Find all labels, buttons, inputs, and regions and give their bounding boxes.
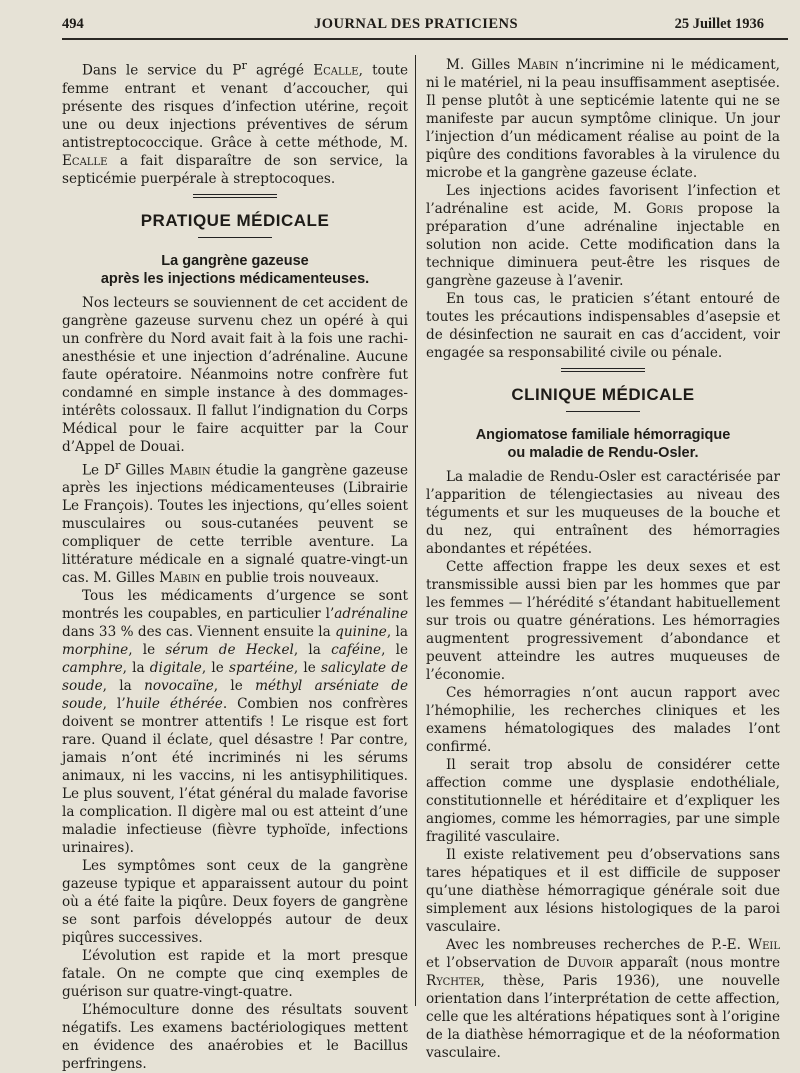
page-header: [62, 14, 770, 36]
column-divider: [415, 55, 416, 1006]
paragraph: L’hémoculture donne des résultats souvent négatifs. Les examens bactériologiques mettent en évidence des anaérobies et le Bacillus perfringens.: [62, 1002, 408, 1073]
issue-date: 25 Juillet 1936: [674, 16, 764, 32]
paragraph: M. Gilles Mabin n’incrimine ni le médicament, ni le matériel, ni la peau insuffisamment aseptisée. Il pense plutôt à une septicémie latente qui ne se manifeste par aucun symptôme clinique. Un jour l’injection d’un médicament réalise au point de la piqûre des conditions favorables à la virulence du microbe et la gangrène gazeuse éclate.: [426, 57, 780, 181]
paragraph: La maladie de Rendu-Osler est caractérisée par l’apparition de télengiectasies au niveau des téguments et sur les muqueuses de la bouche et du nez, qui entraînent des hémorragies abondantes et répétées.: [426, 469, 780, 557]
article-title-gangrene: La gangrène gazeuse après les injections médicamenteuses.: [100, 252, 370, 287]
section-title-clinique: CLINIQUE MÉDICALE: [511, 385, 695, 404]
section-separator: [193, 194, 277, 198]
page-number: 494: [62, 16, 84, 32]
section-separator: [561, 368, 645, 372]
paragraph: L’évolution est rapide et la mort presque fatale. On ne compte que cinq exemples de guérison sur quatre-vingt-quatre.: [62, 948, 408, 1001]
section-title-pratique: PRATIQUE MÉDICALE: [140, 210, 330, 230]
paragraph: Le $D^r$ Gilles Mabin étudie la gangrène gazeuse après les injections médicamenteuses (Librairie Le François). Toutes les injections, qu’elles soient musculaires ou sous-cutanées peuvent se compliquer de cette terrible aventure. La littérature médicale en a signalé quatre-vingt-un cas. M. Gilles Mabin en publie trois nouveaux.: [62, 457, 408, 587]
paragraph: Ces hémorragies n’ont aucun rapport avec l’hémophilie, les recherches cliniques et les examens hématologiques des malades l’ont confirmé.: [426, 685, 780, 755]
journal-title: JOURNAL DES PRATICIENS: [313, 16, 519, 32]
left-column: [62, 56, 408, 1073]
paragraph: Tous les médicaments d’urgence se sont montrés les coupables, en particulier l’adrénaline dans 33 % des cas. Viennent ensuite la quinine, la morphine, le sérum de Heckel, la caféine, le camphre, la digitale, le spartéine, le salicylate de soude, la novocaïne, le méthyl arséniate de soude, l’huile éthérée. Combien nos confrères doivent se montrer attentifs ! Le risque est fort rare. Quand il éclate, quel désastre ! Par contre, jamais n’ont été incriminés ni les sérums animaux, ni les vaccins, ni les antisyphilitiques. Le plus souvent, l’état général du malade favorise la complication. Il digère mal ou est atteint d’une maladie infectieuse (fièvre typhoïde, infections urinaires).: [62, 588, 409, 857]
header-rule: [62, 38, 788, 40]
paragraph: Avec les nombreuses recherches de P.-E. Weil et l’observation de Duvoir apparaît (nous montre Rychter, thèse, Paris 1936), une nouvelle orientation dans l’interprétation de cette affection, celle que les altérations hépatiques sont à l’origine de la diathèse hémorragique et de la néoformation vasculaire.: [426, 937, 780, 1061]
article-title-angiomatose: Angiomatose familiale hémorragique ou maladie de Rendu-Osler.: [475, 427, 731, 461]
intro-paragraph: Dans le service du $P^r$ agrégé Ecalle, toute femme entrant et venant d’accoucher, qui présente des risques d’infection utérine, reçoit une ou deux injections préventives de sérum antistreptococcique. Grâce à cette méthode, M. Ecalle a fait disparaître de son service, la septicémie puerpérale à streptocoques.: [62, 58, 408, 187]
section-rule: [566, 411, 640, 412]
right-column: [426, 56, 780, 1062]
paragraph: Les injections acides favorisent l’infection et l’adrénaline est acide, M. Goris propose la préparation d’une adrénaline injectable en solution non acide. Cette modification dans la technique diminuera peut-être les risques de gangrène gazeuse à l’avenir.: [426, 183, 780, 289]
paragraph: Les symptômes sont ceux de la gangrène gazeuse typique et apparaissent autour du point où a été faite la piqûre. Deux foyers de gangrène se sont parfois développés autour de deux piqûres successives.: [62, 858, 408, 947]
paragraph: En tous cas, le praticien s’étant entouré de toutes les précautions indispensables d’asepsie et de désinfection ne saurait en cas d’accident, voir engagée sa responsabilité civile ou pénale.: [426, 291, 780, 361]
paragraph: Il existe relativement peu d’observations sans tares hépatiques et il est difficile de supposer qu’une diathèse hémorragique générale soit due simplement aux lésions histologiques de la paroi vasculaire.: [426, 847, 780, 935]
paragraph: Il serait trop absolu de considérer cette affection comme une dysplasie endothéliale, constitutionnelle et héréditaire et d’expliquer les angiomes, comme les hémorragies, par une simple fragilité vasculaire.: [426, 757, 780, 845]
paragraph: Cette affection frappe les deux sexes et est transmissible aussi bien par les hommes que par les femmes — l’hérédité s’étandant habituellement sur trois ou quatre générations. Les hémorragies augmentent progressivement d’abondance et peuvent atteindre les autres muqueuses de l’économie.: [426, 559, 780, 683]
section-rule: [198, 237, 272, 238]
paragraph: Nos lecteurs se souviennent de cet accident de gangrène gazeuse survenu chez un opéré à qui un confrère du Nord avait fait à la fois une rachi-anesthésie et une injection d’adrénaline. Aucune faute opératoire. Néanmoins notre confrère fut condamné en simple instance à des dommages-intérêts colossaux. Il fallut l’indignation du Corps Médical pour le faire acquitter par la Cour d’Appel de Douai.: [62, 294, 408, 455]
